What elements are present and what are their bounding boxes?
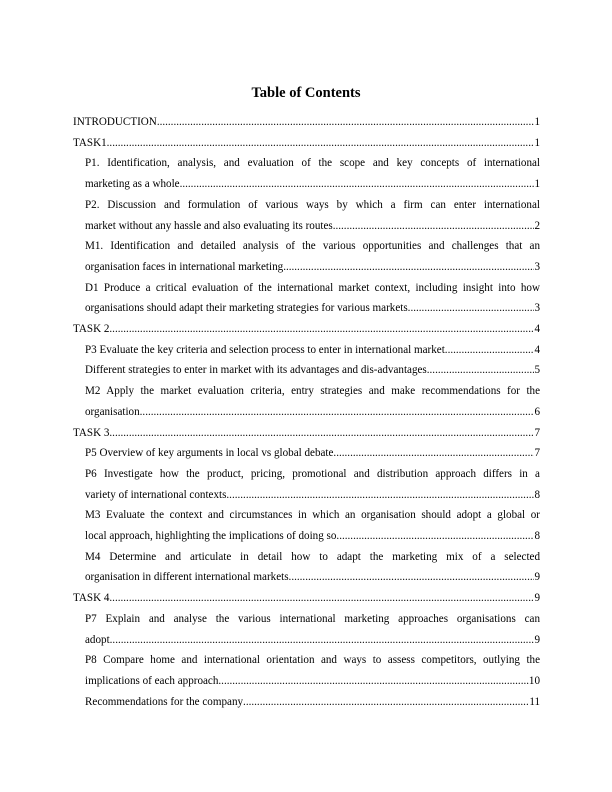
toc-entry-label-line-1: M2 Apply the market evaluation criteria, entry strategies and make recommendations for the [85, 385, 540, 398]
toc-entry-label-line-1: P6 Investigate how the product, pricing, promotional and distribution approach differs in a [85, 467, 540, 480]
dot-leader [336, 526, 534, 547]
toc-entry-label: TASK1 [73, 136, 107, 149]
toc-page-number: 4 [534, 343, 540, 356]
dot-leader [107, 133, 535, 154]
toc-page-number: 8 [534, 530, 540, 543]
toc-entry-label: TASK 2 [73, 323, 110, 336]
toc-entry-label-line-2: marketing as a whole [85, 178, 180, 191]
toc-page-number: 9 [534, 592, 540, 605]
toc-entry-p2[interactable] [73, 195, 540, 236]
dot-leader [157, 112, 535, 133]
dot-leader [243, 692, 529, 713]
toc-entry-label: P3 Evaluate the key criteria and selection process to enter in international market [85, 343, 445, 356]
toc-entry-label: Different strategies to enter in market with its advantages and dis-advantages [85, 364, 427, 377]
toc-entry-label-line-1: M1. Identification and detailed analysis of the various opportunities and challenges that an [85, 240, 540, 253]
toc-page-number: 1 [534, 136, 540, 149]
dot-leader [408, 298, 535, 319]
toc-entry-label-line-2: local approach, highlighting the implications of doing so [85, 530, 337, 543]
toc-page-number: 9 [534, 571, 540, 584]
toc-entry-label-line-1: P1. Identification, analysis, and evaluation of the scope and key concepts of international [85, 157, 540, 170]
toc-entry-label-line-2: market without any hassle and also evaluating its routes [85, 219, 333, 232]
dot-leader [218, 671, 529, 692]
toc-entry-label-line-2: adopt [85, 633, 110, 646]
dot-leader [226, 485, 534, 506]
toc-entry-label-line-2: variety of international contexts [85, 488, 227, 501]
toc-entry-label: INTRODUCTION [73, 116, 157, 128]
toc-entry-label: TASK 4 [73, 592, 110, 605]
dot-leader [109, 319, 534, 340]
toc-page-number: 7 [534, 447, 540, 460]
page-title: Table of Contents [251, 85, 361, 101]
toc-page-number: 11 [529, 695, 540, 708]
dot-leader [140, 402, 535, 423]
toc-entry-label: P5 Overview of key arguments in local vs global debate [85, 447, 334, 460]
toc-entry-label-line-1: P7 Explain and analyse the various international marketing approaches organisations can [85, 612, 540, 625]
toc-entry-label-line-2: organisation faces in international marketing [85, 260, 284, 273]
toc-entry-m4[interactable] [73, 547, 540, 588]
toc-entry-label: TASK 3 [73, 426, 110, 439]
toc-entry-p3[interactable] [73, 340, 540, 361]
toc-entry-p6[interactable] [73, 464, 540, 505]
toc-page-number: 6 [534, 405, 540, 418]
toc-entry-label-line-1: D1 Produce a critical evaluation of the international market context, including insight into how [85, 281, 540, 294]
toc-page-number: 2 [534, 219, 540, 232]
toc-entry-m2[interactable] [73, 381, 540, 422]
toc-page-number: 9 [534, 633, 540, 646]
toc-page-number: 10 [528, 674, 540, 687]
toc-entry-p1[interactable] [73, 153, 540, 194]
toc-entry-p7[interactable] [73, 609, 540, 650]
toc-entry-introduction[interactable] [73, 112, 540, 133]
toc-entry-task2[interactable] [73, 319, 540, 340]
toc-page-number: 8 [534, 488, 540, 501]
dot-leader [180, 174, 535, 195]
toc-entry-m1[interactable] [73, 236, 540, 277]
toc-entry-label-line-1: P2. Discussion and formulation of various ways by which a firm can enter international [85, 198, 540, 211]
toc-entry-p5[interactable] [73, 443, 540, 464]
dot-leader [109, 423, 534, 444]
toc-entry-different-strategies[interactable] [73, 360, 540, 381]
toc-entry-label-line-1: P8 Compare home and international orientation and ways to assess competitors, outlying the [85, 654, 540, 667]
toc-entry-label-line-1: M4 Determine and articulate in detail how to adapt the marketing mix of a selected [85, 550, 540, 563]
dot-leader [110, 630, 535, 651]
toc-entry-label-line-1: M3 Evaluate the context and circumstances in which an organisation should adopt a global or [85, 509, 540, 522]
dot-leader [109, 588, 534, 609]
toc-page-number: 7 [534, 426, 540, 439]
dot-leader [289, 567, 535, 588]
toc-entry-label-line-2: implications of each approach [85, 674, 219, 687]
toc-entry-p8[interactable] [73, 650, 540, 691]
toc-page-number: 1 [534, 178, 540, 191]
toc-entry-label-line-2: organisation [85, 405, 140, 418]
dot-leader [333, 443, 534, 464]
toc-entry-m3[interactable] [73, 505, 540, 546]
table-of-contents [73, 112, 540, 712]
toc-page-number: 1 [534, 116, 540, 128]
toc-entry-task1[interactable] [73, 133, 540, 154]
toc-entry-label-line-2: organisations should adapt their marketing strategies for various markets [85, 302, 408, 315]
dot-leader [427, 360, 535, 381]
toc-page-number: 3 [534, 260, 540, 273]
toc-entry-task3[interactable] [73, 423, 540, 444]
toc-entry-label: Recommendations for the company [85, 695, 244, 708]
toc-entry-recommendations[interactable] [73, 692, 540, 713]
toc-entry-d1[interactable] [73, 278, 540, 319]
toc-entry-task4[interactable] [73, 588, 540, 609]
dot-leader [333, 216, 535, 237]
toc-entry-label-line-2: organisation in different international markets [85, 571, 289, 584]
toc-page-number: 3 [534, 302, 540, 315]
toc-page-number: 5 [534, 364, 540, 377]
toc-page-number: 4 [534, 323, 540, 336]
dot-leader [283, 257, 534, 278]
dot-leader [445, 340, 535, 361]
